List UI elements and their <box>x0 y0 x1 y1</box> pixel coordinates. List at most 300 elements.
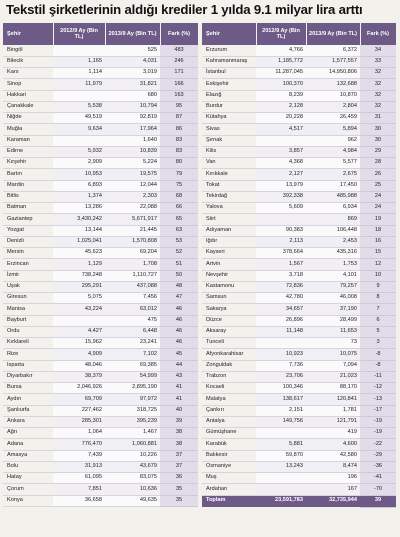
value-2012-cell: 1,064 <box>53 428 105 439</box>
table-row <box>3 146 198 157</box>
change-cell: 45 <box>160 349 198 360</box>
table-row <box>202 259 396 270</box>
city-cell: Rize <box>3 349 53 360</box>
change-cell: 32 <box>360 101 396 112</box>
change-cell: 32 <box>360 90 396 101</box>
city-cell: Kars <box>3 68 53 79</box>
city-cell: Kütahya <box>202 113 256 124</box>
city-cell: Van <box>202 158 256 169</box>
value-2013-cell: 10,839 <box>105 146 160 157</box>
table-row <box>3 281 198 292</box>
value-2012-cell: 11,148 <box>256 326 306 337</box>
value-2012-cell <box>256 214 306 225</box>
value-2012-cell: 20,228 <box>256 113 306 124</box>
city-cell: Kırıkkale <box>202 169 256 180</box>
table-row <box>202 79 396 90</box>
value-2012-cell <box>256 338 306 349</box>
city-cell: Zonguldak <box>202 360 256 371</box>
table-row <box>3 214 198 225</box>
change-cell: 24 <box>360 203 396 214</box>
value-2012-cell: 738,248 <box>53 270 105 281</box>
value-2013-cell: 435,316 <box>306 248 360 259</box>
city-cell: Sakarya <box>202 304 256 315</box>
value-2012-cell: 13,979 <box>256 180 306 191</box>
change-cell: 46 <box>160 326 198 337</box>
value-2012-cell: 36,658 <box>53 495 105 506</box>
city-cell: Adana <box>3 439 53 450</box>
value-2012-cell: 4,909 <box>53 349 105 360</box>
value-2012-cell: 34,657 <box>256 304 306 315</box>
value-2012-cell: 11,979 <box>53 79 105 90</box>
table-row <box>202 124 396 135</box>
value-2013-cell: 5,894 <box>306 124 360 135</box>
value-2013-cell: 10,636 <box>105 484 160 495</box>
city-cell: Mersin <box>3 248 53 259</box>
table-row <box>3 450 198 461</box>
city-cell: Elazığ <box>202 90 256 101</box>
change-cell: 35 <box>160 495 198 506</box>
value-2012-cell: 49,519 <box>53 113 105 124</box>
city-cell: Eskişehir <box>202 79 256 90</box>
table-row <box>202 450 396 461</box>
value-2012-cell: 61,095 <box>53 473 105 484</box>
value-2013-cell: 132,688 <box>306 79 360 90</box>
city-cell: Ağrı <box>3 428 53 439</box>
value-2013-cell: 2,675 <box>306 169 360 180</box>
city-cell: Edirne <box>3 146 53 157</box>
change-cell: 7 <box>360 304 396 315</box>
table-row <box>3 293 198 304</box>
value-2013-cell: 680 <box>105 90 160 101</box>
table-row <box>202 68 396 79</box>
value-2013-cell: 437,088 <box>105 281 160 292</box>
value-2013-cell: 475 <box>105 315 160 326</box>
change-cell: 34 <box>360 45 396 56</box>
header-city: Şehir <box>3 23 53 45</box>
value-2012-cell: 2,046,926 <box>53 383 105 394</box>
city-cell: Tekirdağ <box>202 191 256 202</box>
change-cell: 48 <box>160 281 198 292</box>
city-cell: Aksaray <box>202 326 256 337</box>
change-cell: 79 <box>160 169 198 180</box>
value-2012-cell <box>256 473 306 484</box>
city-cell: Muğla <box>3 124 53 135</box>
table-row <box>202 169 396 180</box>
city-cell: Manisa <box>3 304 53 315</box>
value-2013-cell: 419 <box>306 428 360 439</box>
value-2012-cell: 23,706 <box>256 371 306 382</box>
value-2012-cell: 13,286 <box>53 203 105 214</box>
value-2012-cell: 7,851 <box>53 484 105 495</box>
value-2012-cell: 100,370 <box>256 79 306 90</box>
value-2013-cell: 4,031 <box>105 56 160 67</box>
city-cell: Ordu <box>3 326 53 337</box>
table-row <box>202 461 396 472</box>
value-2013-cell: 1,640 <box>105 135 160 146</box>
value-2012-cell: 13,243 <box>256 461 306 472</box>
value-2012-cell: 38,379 <box>53 371 105 382</box>
value-2012-cell: 295,291 <box>53 281 105 292</box>
change-cell: 44 <box>160 360 198 371</box>
value-2012-cell: 4,427 <box>53 326 105 337</box>
table-row <box>3 68 198 79</box>
table-row <box>202 214 396 225</box>
table-row <box>3 191 198 202</box>
city-cell: Isparta <box>3 360 53 371</box>
table-row <box>202 371 396 382</box>
value-2012-cell: 42,780 <box>256 293 306 304</box>
value-2013-cell: 10,794 <box>105 101 160 112</box>
value-2012-cell: 11,287,045 <box>256 68 306 79</box>
value-2012-cell: 5,932 <box>53 146 105 157</box>
value-2013-cell: 4,600 <box>306 439 360 450</box>
value-2012-cell: 1,185,772 <box>256 56 306 67</box>
value-2013-cell: 1,781 <box>306 405 360 416</box>
table-row <box>202 326 396 337</box>
change-cell: 30 <box>360 124 396 135</box>
value-2013-cell: 69,385 <box>105 360 160 371</box>
change-cell: 246 <box>160 56 198 67</box>
city-cell: Yalova <box>202 203 256 214</box>
change-cell: 36 <box>160 473 198 484</box>
city-cell: Şırnak <box>202 135 256 146</box>
value-2012-cell: 378,664 <box>256 248 306 259</box>
value-2013-cell: 73 <box>306 338 360 349</box>
header-2013: 2013/9 Ay (Bin TL) <box>105 23 160 45</box>
city-cell: Batman <box>3 203 53 214</box>
value-2013-cell: 17,450 <box>306 180 360 191</box>
value-2012-cell: 90,383 <box>256 225 306 236</box>
value-2013-cell: 11,653 <box>306 326 360 337</box>
value-2012-cell <box>256 428 306 439</box>
table-row <box>3 45 198 56</box>
change-cell: 8 <box>360 293 396 304</box>
table-row <box>202 45 396 56</box>
change-cell: 46 <box>160 315 198 326</box>
table-row <box>3 405 198 416</box>
page-title: Tekstil şirketlerinin aldığı krediler 1 yılda 9.1 milyar lira arttı <box>6 2 363 17</box>
value-2012-cell: 1,374 <box>53 191 105 202</box>
change-cell: -13 <box>360 394 396 405</box>
city-cell: Siirt <box>202 214 256 225</box>
city-cell: Uşak <box>3 281 53 292</box>
value-2012-cell: 4,766 <box>256 45 306 56</box>
table-row <box>3 304 198 315</box>
city-cell: Kastamonu <box>202 281 256 292</box>
change-cell: 75 <box>160 180 198 191</box>
city-cell: Çorum <box>3 484 53 495</box>
value-2013-cell: 19,575 <box>105 169 160 180</box>
value-2013-cell: 22,088 <box>105 203 160 214</box>
value-2012-cell: 13,144 <box>53 225 105 236</box>
value-2012-cell: 5,881 <box>256 439 306 450</box>
value-2013-cell: 83,075 <box>105 473 160 484</box>
value-2013-cell: 167 <box>306 484 360 495</box>
table-row <box>202 270 396 281</box>
value-2013-cell: 1,753 <box>306 259 360 270</box>
change-cell: 5 <box>360 326 396 337</box>
total-change: 39 <box>360 495 396 507</box>
city-cell: Çankırı <box>202 405 256 416</box>
table-body-right <box>202 45 396 507</box>
total-2012: 23,591,783 <box>256 495 306 507</box>
table-row <box>3 158 198 169</box>
table-row <box>3 349 198 360</box>
table-row <box>3 338 198 349</box>
table-row <box>3 473 198 484</box>
value-2012-cell: 392,338 <box>256 191 306 202</box>
value-2012-cell: 31,913 <box>53 461 105 472</box>
table-row <box>3 124 198 135</box>
city-cell: Erzincan <box>3 259 53 270</box>
city-cell: Aydın <box>3 394 53 405</box>
change-cell: 38 <box>160 428 198 439</box>
value-2013-cell: 10,870 <box>306 90 360 101</box>
value-2013-cell: 2,303 <box>105 191 160 202</box>
value-2013-cell: 6,448 <box>105 326 160 337</box>
value-2013-cell: 6,934 <box>306 203 360 214</box>
value-2013-cell: 4,101 <box>306 270 360 281</box>
city-cell: Bursa <box>3 383 53 394</box>
change-cell: 25 <box>360 180 396 191</box>
city-cell: Sinop <box>3 79 53 90</box>
value-2012-cell: 100,346 <box>256 383 306 394</box>
change-cell: 80 <box>160 158 198 169</box>
value-2013-cell: 5,224 <box>105 158 160 169</box>
table-row <box>3 225 198 236</box>
value-2012-cell: 3,857 <box>256 146 306 157</box>
value-2013-cell: 962 <box>306 135 360 146</box>
value-2013-cell: 79,257 <box>306 281 360 292</box>
change-cell: 83 <box>160 135 198 146</box>
value-2013-cell: 3,019 <box>105 68 160 79</box>
city-cell: Karabük <box>202 439 256 450</box>
table-row <box>3 315 198 326</box>
table-row <box>202 293 396 304</box>
header-2012: 2012/9 Ay (Bin TL) <box>256 23 306 45</box>
table-row <box>202 146 396 157</box>
value-2013-cell: 485,988 <box>306 191 360 202</box>
change-cell: 86 <box>160 124 198 135</box>
city-cell: Kocaeli <box>202 383 256 394</box>
table-row <box>3 394 198 405</box>
value-2012-cell: 10,923 <box>256 349 306 360</box>
value-2012-cell: 149,756 <box>256 416 306 427</box>
value-2012-cell: 10,953 <box>53 169 105 180</box>
value-2012-cell: 2,151 <box>256 405 306 416</box>
change-cell: 38 <box>160 439 198 450</box>
change-cell: 29 <box>360 146 396 157</box>
table-row <box>3 180 198 191</box>
change-cell: 51 <box>160 259 198 270</box>
table-row <box>3 484 198 495</box>
value-2012-cell: 15,962 <box>53 338 105 349</box>
city-cell: Erzurum <box>202 45 256 56</box>
table-row <box>202 394 396 405</box>
change-cell: 483 <box>160 45 198 56</box>
city-cell: Bartın <box>3 169 53 180</box>
value-2013-cell: 1,110,727 <box>105 270 160 281</box>
change-cell: 65 <box>160 214 198 225</box>
city-cell: Bolu <box>3 461 53 472</box>
city-cell: Artvin <box>202 259 256 270</box>
value-2012-cell: 59,870 <box>256 450 306 461</box>
header-2013: 2013/9 Ay (Bin TL) <box>306 23 360 45</box>
city-cell: Tokat <box>202 180 256 191</box>
value-2013-cell: 869 <box>306 214 360 225</box>
change-cell: -36 <box>360 461 396 472</box>
value-2012-cell <box>53 45 105 56</box>
change-cell: 26 <box>360 169 396 180</box>
table-row <box>3 360 198 371</box>
table-row <box>202 315 396 326</box>
credit-table-right <box>202 23 397 508</box>
table-row <box>202 101 396 112</box>
table-row <box>3 439 198 450</box>
change-cell: -8 <box>360 349 396 360</box>
city-cell: Osmaniye <box>202 461 256 472</box>
city-cell: Denizli <box>3 236 53 247</box>
city-cell: Samsun <box>202 293 256 304</box>
table-row <box>3 416 198 427</box>
change-cell: 163 <box>160 90 198 101</box>
change-cell: 30 <box>360 135 396 146</box>
change-cell: 53 <box>160 236 198 247</box>
value-2012-cell <box>256 484 306 495</box>
table-row <box>3 495 198 506</box>
value-2012-cell: 9,634 <box>53 124 105 135</box>
value-2012-cell: 2,909 <box>53 158 105 169</box>
change-cell: 95 <box>160 101 198 112</box>
change-cell: 43 <box>160 371 198 382</box>
table-row <box>202 135 396 146</box>
change-cell: 46 <box>160 338 198 349</box>
header-city: Şehir <box>202 23 256 45</box>
city-cell: Malatya <box>202 394 256 405</box>
city-cell: Hatay <box>3 473 53 484</box>
city-cell: Yozgat <box>3 225 53 236</box>
table-header-row <box>3 23 198 45</box>
change-cell: 63 <box>160 225 198 236</box>
change-cell: 33 <box>360 56 396 67</box>
city-cell: Gümüşhane <box>202 428 256 439</box>
table-row <box>202 383 396 394</box>
table-row <box>202 281 396 292</box>
table-row <box>202 304 396 315</box>
value-2013-cell: 21,445 <box>105 225 160 236</box>
value-2013-cell: 37,190 <box>306 304 360 315</box>
city-cell: Gaziantep <box>3 214 53 225</box>
value-2013-cell: 14,950,806 <box>306 68 360 79</box>
value-2013-cell: 97,972 <box>105 394 160 405</box>
change-cell: 32 <box>360 79 396 90</box>
change-cell: -8 <box>360 360 396 371</box>
value-2012-cell: 72,836 <box>256 281 306 292</box>
city-cell: Ankara <box>3 416 53 427</box>
change-cell: 37 <box>160 450 198 461</box>
change-cell: 50 <box>160 270 198 281</box>
change-cell: 28 <box>360 158 396 169</box>
change-cell: -22 <box>360 439 396 450</box>
change-cell: 66 <box>160 203 198 214</box>
value-2013-cell: 5,577 <box>306 158 360 169</box>
change-cell: -29 <box>360 450 396 461</box>
header-change: Fark (%) <box>360 23 396 45</box>
change-cell: 41 <box>160 383 198 394</box>
table-row <box>3 326 198 337</box>
table-row <box>3 169 198 180</box>
city-cell: Trabzon <box>202 371 256 382</box>
city-cell: Bitlis <box>3 191 53 202</box>
value-2013-cell: 8,474 <box>306 461 360 472</box>
city-cell: İstanbul <box>202 68 256 79</box>
change-cell: 46 <box>160 304 198 315</box>
table-row <box>3 90 198 101</box>
value-2012-cell: 2,128 <box>256 101 306 112</box>
table-row <box>3 101 198 112</box>
change-cell: 83 <box>160 146 198 157</box>
table-row <box>202 225 396 236</box>
value-2013-cell: 10,075 <box>306 349 360 360</box>
city-cell: Adıyaman <box>202 225 256 236</box>
table-row <box>3 203 198 214</box>
value-2013-cell: 49,635 <box>105 495 160 506</box>
table-row <box>3 270 198 281</box>
value-2013-cell: 21,023 <box>306 371 360 382</box>
value-2013-cell: 12,044 <box>105 180 160 191</box>
city-cell: Kayseri <box>202 248 256 259</box>
change-cell: 47 <box>160 293 198 304</box>
city-cell: Niğde <box>3 113 53 124</box>
table-row <box>3 113 198 124</box>
value-2012-cell: 4,517 <box>256 124 306 135</box>
city-cell: Giresun <box>3 293 53 304</box>
value-2012-cell <box>53 315 105 326</box>
value-2012-cell: 227,462 <box>53 405 105 416</box>
value-2013-cell: 2,804 <box>306 101 360 112</box>
table-header-row <box>202 23 396 45</box>
value-2012-cell: 8,239 <box>256 90 306 101</box>
value-2013-cell: 63,012 <box>105 304 160 315</box>
change-cell: -17 <box>360 405 396 416</box>
value-2013-cell: 10,226 <box>105 450 160 461</box>
value-2013-cell: 2,453 <box>306 236 360 247</box>
city-cell: Afyonkarahisar <box>202 349 256 360</box>
table-row <box>3 259 198 270</box>
change-cell: 3 <box>360 338 396 349</box>
change-cell: 15 <box>360 248 396 259</box>
change-cell: 12 <box>360 259 396 270</box>
value-2012-cell: 776,470 <box>53 439 105 450</box>
value-2013-cell: 121,791 <box>306 416 360 427</box>
city-cell: Bingöl <box>3 45 53 56</box>
value-2013-cell: 88,170 <box>306 383 360 394</box>
total-2013: 32,735,944 <box>306 495 360 507</box>
table-row <box>3 135 198 146</box>
value-2012-cell: 1,165 <box>53 56 105 67</box>
change-cell: 18 <box>360 225 396 236</box>
table-row <box>202 203 396 214</box>
change-cell: 166 <box>160 79 198 90</box>
value-2013-cell: 2,895,190 <box>105 383 160 394</box>
value-2013-cell: 196 <box>306 473 360 484</box>
value-2013-cell: 7,102 <box>105 349 160 360</box>
table-row <box>202 191 396 202</box>
table-row <box>202 405 396 416</box>
change-cell: 52 <box>160 248 198 259</box>
value-2013-cell: 1,570,808 <box>105 236 160 247</box>
change-cell: -12 <box>360 383 396 394</box>
